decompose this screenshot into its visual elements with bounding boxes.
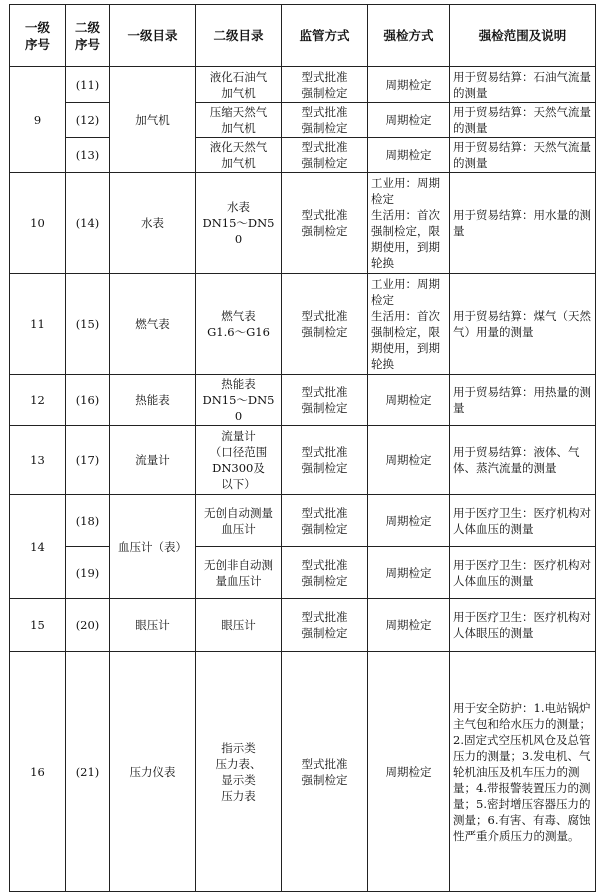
table-row [10, 495, 596, 547]
supervision-mode: 型式批准 强制检定 [282, 103, 368, 138]
level1-category: 血压计（表） [110, 495, 196, 599]
level1-category: 加气机 [110, 67, 196, 173]
scope-description: 用于医疗卫生：医疗机构对人体血压的测量 [450, 547, 596, 599]
supervision-mode: 型式批准 强制检定 [282, 375, 368, 426]
supervision-mode: 型式批准 强制检定 [282, 652, 368, 892]
scope-description: 用于医疗卫生：医疗机构对人体眼压的测量 [450, 599, 596, 652]
level2-no: (15) [66, 274, 110, 375]
level2-category: 燃气表 G1.6～G16 [196, 274, 282, 375]
supervision-mode: 型式批准 强制检定 [282, 274, 368, 375]
supervision-mode: 型式批准 强制检定 [282, 426, 368, 495]
inspection-mode: 周期检定 [368, 67, 450, 103]
level2-no: (12) [66, 103, 110, 138]
inspection-mode: 工业用：周期检定 生活用：首次强制检定，限期使用，到期轮换 [368, 274, 450, 375]
level2-no: (13) [66, 138, 110, 173]
level2-no: (16) [66, 375, 110, 426]
scope-description: 用于贸易结算：用水量的测量 [450, 173, 596, 274]
scope-description: 用于贸易结算：煤气（天然气）用量的测量 [450, 274, 596, 375]
inspection-mode: 周期检定 [368, 103, 450, 138]
inspection-mode: 周期检定 [368, 375, 450, 426]
supervision-mode: 型式批准 强制检定 [282, 173, 368, 274]
level1-category: 燃气表 [110, 274, 196, 375]
level1-no: 12 [10, 375, 66, 426]
level2-category: 无创非自动测量血压计 [196, 547, 282, 599]
scope-description: 用于贸易结算：天然气流量的测量 [450, 138, 596, 173]
level2-no: (21) [66, 652, 110, 892]
table-row [10, 138, 596, 173]
table-row [10, 67, 596, 103]
inspection-mode: 周期检定 [368, 599, 450, 652]
table-row [10, 103, 596, 138]
level1-category: 水表 [110, 173, 196, 274]
scope-description: 用于贸易结算：液体、气体、蒸汽流量的测量 [450, 426, 596, 495]
scope-description: 用于贸易结算：天然气流量的测量 [450, 103, 596, 138]
level2-category: 热能表 DN15～DN50 [196, 375, 282, 426]
level2-category: 指示类 压力表、 显示类 压力表 [196, 652, 282, 892]
inspection-mode: 周期检定 [368, 652, 450, 892]
level2-no: (19) [66, 547, 110, 599]
level2-no: (11) [66, 67, 110, 103]
supervision-mode: 型式批准 强制检定 [282, 599, 368, 652]
scope-description: 用于贸易结算：石油气流量的测量 [450, 67, 596, 103]
level1-no: 16 [10, 652, 66, 892]
level1-category: 热能表 [110, 375, 196, 426]
level1-category: 眼压计 [110, 599, 196, 652]
inspection-mode: 周期检定 [368, 138, 450, 173]
level1-no: 11 [10, 274, 66, 375]
catalog-table-wrapper [9, 4, 596, 892]
level2-category: 流量计 （口径范围 DN300及 以下） [196, 426, 282, 495]
scope-description: 用于医疗卫生：医疗机构对人体血压的测量 [450, 495, 596, 547]
level2-category: 液化天然气 加气机 [196, 138, 282, 173]
level1-no: 10 [10, 173, 66, 274]
header-inspection-mode: 强检方式 [368, 5, 450, 67]
header-level1-no: 一级 序号 [10, 5, 66, 67]
level1-category: 流量计 [110, 426, 196, 495]
scope-description: 用于贸易结算：用热量的测量 [450, 375, 596, 426]
scope-description: 用于安全防护：1.电站锅炉主气包和给水压力的测量；2.固定式空压机风仓及总管压力的测量；3.发电机、气轮机油压及机车压力的测量；4.带报警装置压力的测量；5.密封增压容器压力的测量；6.有害、有毒、腐蚀性严重介质压力的测量。 [450, 652, 596, 892]
supervision-mode: 型式批准 强制检定 [282, 495, 368, 547]
header-supervision: 监管方式 [282, 5, 368, 67]
inspection-mode: 周期检定 [368, 426, 450, 495]
level2-category: 水表 DN15～DN50 [196, 173, 282, 274]
supervision-mode: 型式批准 强制检定 [282, 67, 368, 103]
table-row [10, 173, 596, 274]
level2-category: 无创自动测量血压计 [196, 495, 282, 547]
level2-no: (18) [66, 495, 110, 547]
level1-category: 压力仪表 [110, 652, 196, 892]
table-row [10, 547, 596, 599]
table-row [10, 375, 596, 426]
level2-no: (14) [66, 173, 110, 274]
header-scope: 强检范围及说明 [450, 5, 596, 67]
header-level2-no: 二级 序号 [66, 5, 110, 67]
catalog-table [9, 4, 596, 892]
level2-no: (17) [66, 426, 110, 495]
inspection-mode: 工业用：周期检定 生活用：首次强制检定，限期使用，到期轮换 [368, 173, 450, 274]
table-row [10, 652, 596, 892]
level2-category: 液化石油气 加气机 [196, 67, 282, 103]
header-row [10, 5, 596, 67]
supervision-mode: 型式批准 强制检定 [282, 138, 368, 173]
supervision-mode: 型式批准 强制检定 [282, 547, 368, 599]
header-level2-category: 二级目录 [196, 5, 282, 67]
level1-no: 13 [10, 426, 66, 495]
level2-category: 眼压计 [196, 599, 282, 652]
level1-no: 15 [10, 599, 66, 652]
inspection-mode: 周期检定 [368, 547, 450, 599]
level1-no: 9 [10, 67, 66, 173]
table-row [10, 274, 596, 375]
level2-no: (20) [66, 599, 110, 652]
header-level1-category: 一级目录 [110, 5, 196, 67]
level1-no: 14 [10, 495, 66, 599]
table-row [10, 426, 596, 495]
inspection-mode: 周期检定 [368, 495, 450, 547]
level2-category: 压缩天然气 加气机 [196, 103, 282, 138]
table-row [10, 599, 596, 652]
